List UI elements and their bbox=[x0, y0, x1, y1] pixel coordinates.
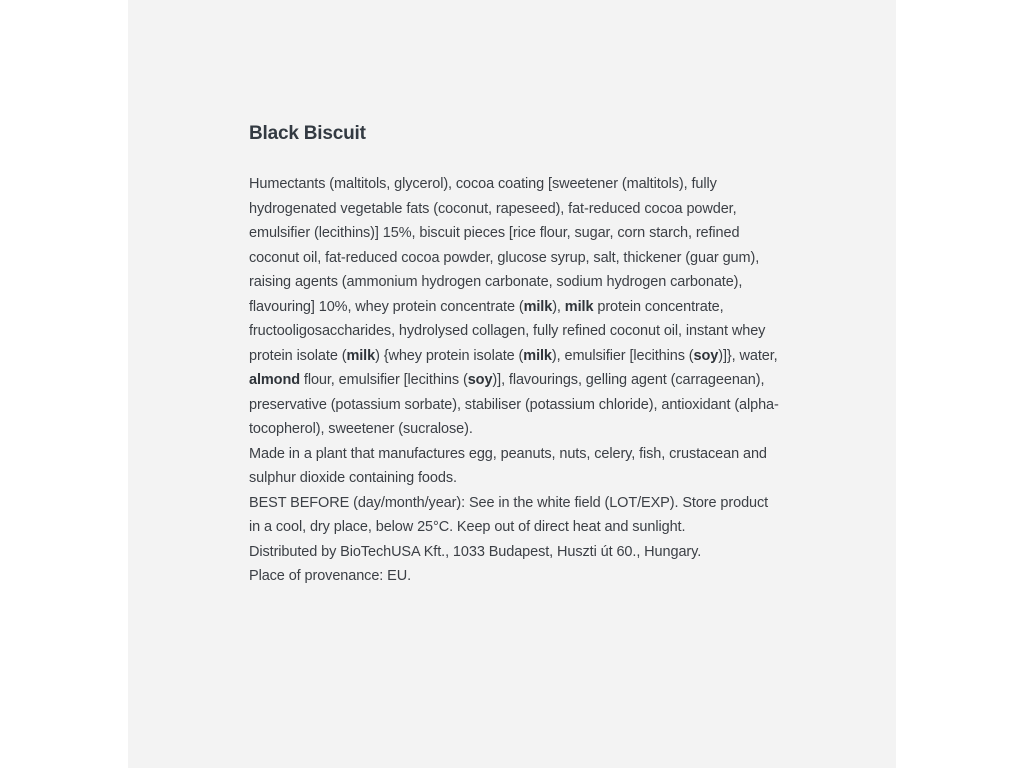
allergen-highlight: milk bbox=[564, 298, 594, 315]
ingredients-segment: )]}, water, bbox=[718, 347, 778, 364]
ingredients-segment: protein concentrate, fructooligosaccharides, hydrolysed collagen, fully refined coconut oil, instant whey protein isolate ( bbox=[249, 298, 766, 364]
allergen-highlight: milk bbox=[346, 347, 376, 364]
allergen-note: Made in a plant that manufactures egg, peanuts, nuts, celery, fish, crustacean and sulphur dioxide containing foods. bbox=[249, 445, 767, 486]
ingredients-segment: Humectants (maltitols, glycerol), cocoa coating [sweetener (maltitols), fully hydrogenated vegetable fats (coconut, rapeseed), fat-reduced cocoa powder, emulsifier (lecithins)] 15%, biscuit pieces [rice flour, sugar, corn starch, refined coconut oil, fat-reduced cocoa powder, glucose syrup, salt, thickener (guar gum), raising agents (ammonium hydrogen carbonate, sodium hydrogen carbonate), flavouring] 10%, whey protein concentrate ( bbox=[249, 176, 760, 315]
provenance-text: Place of provenance: EU. bbox=[249, 568, 412, 584]
product-title: Black Biscuit bbox=[249, 123, 366, 144]
ingredients-segment: flour, emulsifier [lecithins ( bbox=[299, 372, 468, 388]
allergen-highlight: milk bbox=[523, 298, 553, 315]
product-description bbox=[249, 123, 779, 589]
allergen-highlight: almond bbox=[249, 372, 300, 388]
ingredients-segment: ), emulsifier [lecithins ( bbox=[551, 347, 694, 364]
allergen-highlight: milk bbox=[523, 347, 552, 364]
ingredients-segment: )], flavourings, gelling agent (carrageenan), preservative (potassium sorbate), stabiliser (potassium chloride), antioxidant (alpha-tocopherol), sweetener (sucralose). bbox=[249, 372, 779, 437]
allergen-highlight: soy bbox=[693, 347, 719, 364]
allergen-highlight: soy bbox=[467, 372, 493, 388]
ingredients-segment: ) {whey protein isolate ( bbox=[375, 347, 524, 364]
distributor-text: Distributed by BioTechUSA Kft., 1033 Budapest, Huszti út 60., Hungary. bbox=[249, 543, 702, 560]
product-info-panel bbox=[128, 0, 896, 768]
best-before-text: BEST BEFORE (day/month/year): See in the white field (LOT/EXP). Store product in a cool, dry place, below 25°C. Keep out of direct heat and sunlight. bbox=[249, 494, 769, 535]
ingredients-text bbox=[249, 172, 779, 442]
ingredients-segment: ), bbox=[552, 298, 565, 315]
